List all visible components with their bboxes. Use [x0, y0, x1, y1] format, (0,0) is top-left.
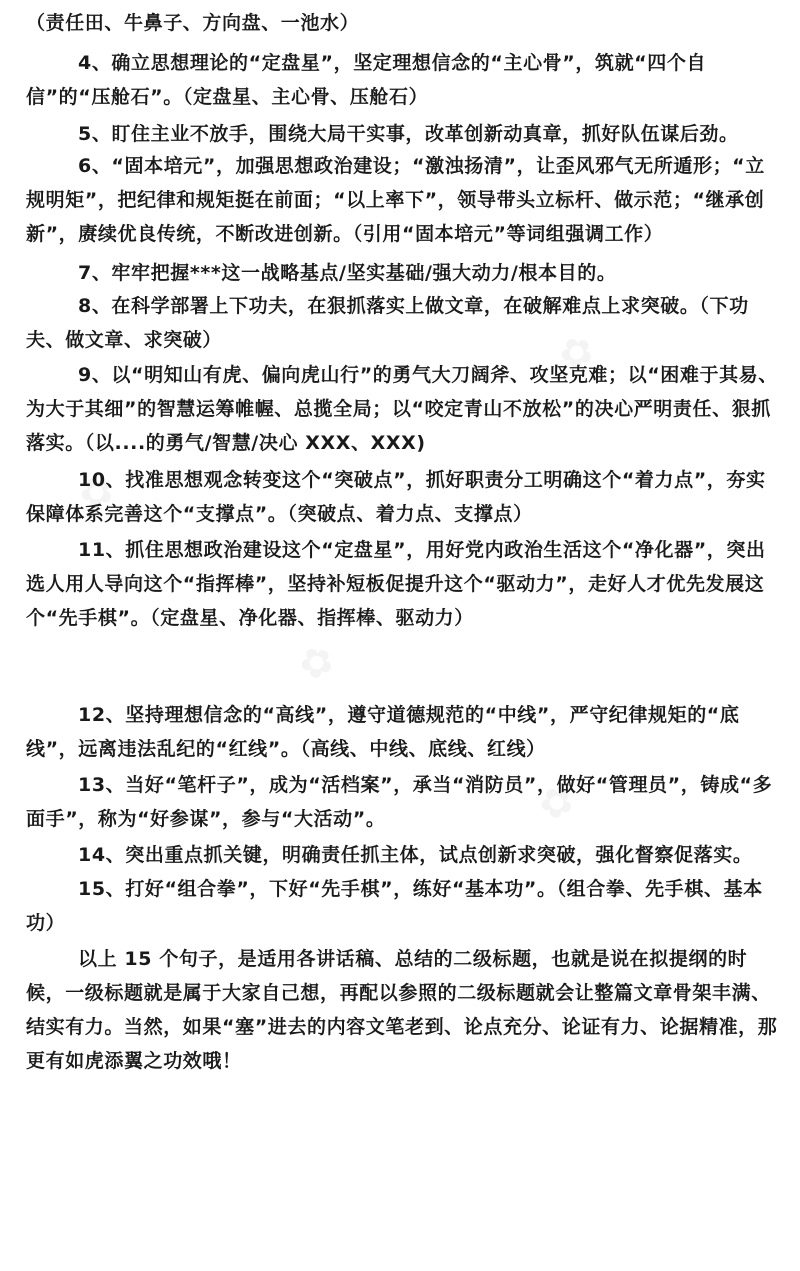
watermark [291, 635, 343, 692]
paragraph-4: 4、确立思想理论的“定盘星”，坚定理想信念的“主心骨”，筑就“四个自信”的“压舱石”。（定盘星、主心骨、压舱石） [26, 52, 707, 108]
paragraph-15: 15、打好“组合拳”，下好“先手棋”，练好“基本功”。（组合拳、先手棋、基本功） [26, 878, 763, 934]
paragraph-6: 6、“固本培元”，加强思想政治建设；“激浊扬清”，让歪风邪气无所遁形；“立规明矩”，把纪律和规矩挺在前面；“以上率下”，领导带头立标杆、做示范；“继承创新”，赓续优良传统，不断改进创新。（引用“固本培元”等词组强调工作） [26, 155, 765, 245]
paragraph-5: 5、盯住主业不放手，围绕大局干实事，改革创新动真章，抓好队伍谋后劲。 [78, 123, 739, 145]
paragraph-10: 10、找准思想观念转变这个“突破点”，抓好职责分工明确这个“着力点”，夯实保障体系完善这个“支撑点”。（突破点、着力点、支撑点） [26, 469, 766, 525]
paragraph-8: 8、在科学部署上下功夫，在狠抓落实上做文章，在破解难点上求突破。（下功夫、做文章、求突破） [26, 295, 749, 351]
summary-paragraph: 以上 15 个句子，是适用各讲话稿、总结的二级标题，也就是说在拟提纲的时候，一级标题就是属于大家自己想，再配以参照的二级标题就会让整篇文章骨架丰满、结实有力。当然，如果“塞”进去的内容文笔老到、论点充分、论证有力、论据精准，那更有如虎添翼之功效哦！ [26, 948, 778, 1072]
paragraph-11: 11、抓住思想政治建设这个“定盘星”，用好党内政治生活这个“净化器”，突出选人用人导向这个“指挥棒”，坚持补短板促提升这个“驱动力”，走好人才优先发展这个“先手棋”。（定盘星、净化器、指挥棒、驱动力） [26, 539, 766, 629]
paragraph-12: 12、坚持理想信念的“高线”，遵守道德规范的“中线”，严守纪律规矩的“底线”，远离违法乱纪的“红线”。（高线、中线、底线、红线） [26, 704, 740, 760]
paragraph-13: 13、当好“笔杆子”，成为“活档案”，承当“消防员”，做好“管理员”，铸成“多面手”，称为“好参谋”，参与“大活动”。 [26, 774, 773, 830]
paragraph-3-tail: （责任田、牛鼻子、方向盘、一池水） [26, 12, 360, 34]
paragraph-9: 9、以“明知山有虎、偏向虎山行”的勇气大刀阔斧、攻坚克难；以“困难于其易、为大于其细”的智慧运筹帷幄、总揽全局；以“咬定青山不放松”的决心严明责任、狠抓落实。（以....的勇气/智慧/决心 XXX、XXX) [26, 364, 778, 454]
paragraph-14: 14、突出重点抓关键，明确责任抓主体，试点创新求突破，强化督察促落实。 [78, 844, 753, 866]
paragraph-7: 7、牢牢把握***这一战略基点/坚实基础/强大动力/根本目的。 [78, 262, 617, 284]
